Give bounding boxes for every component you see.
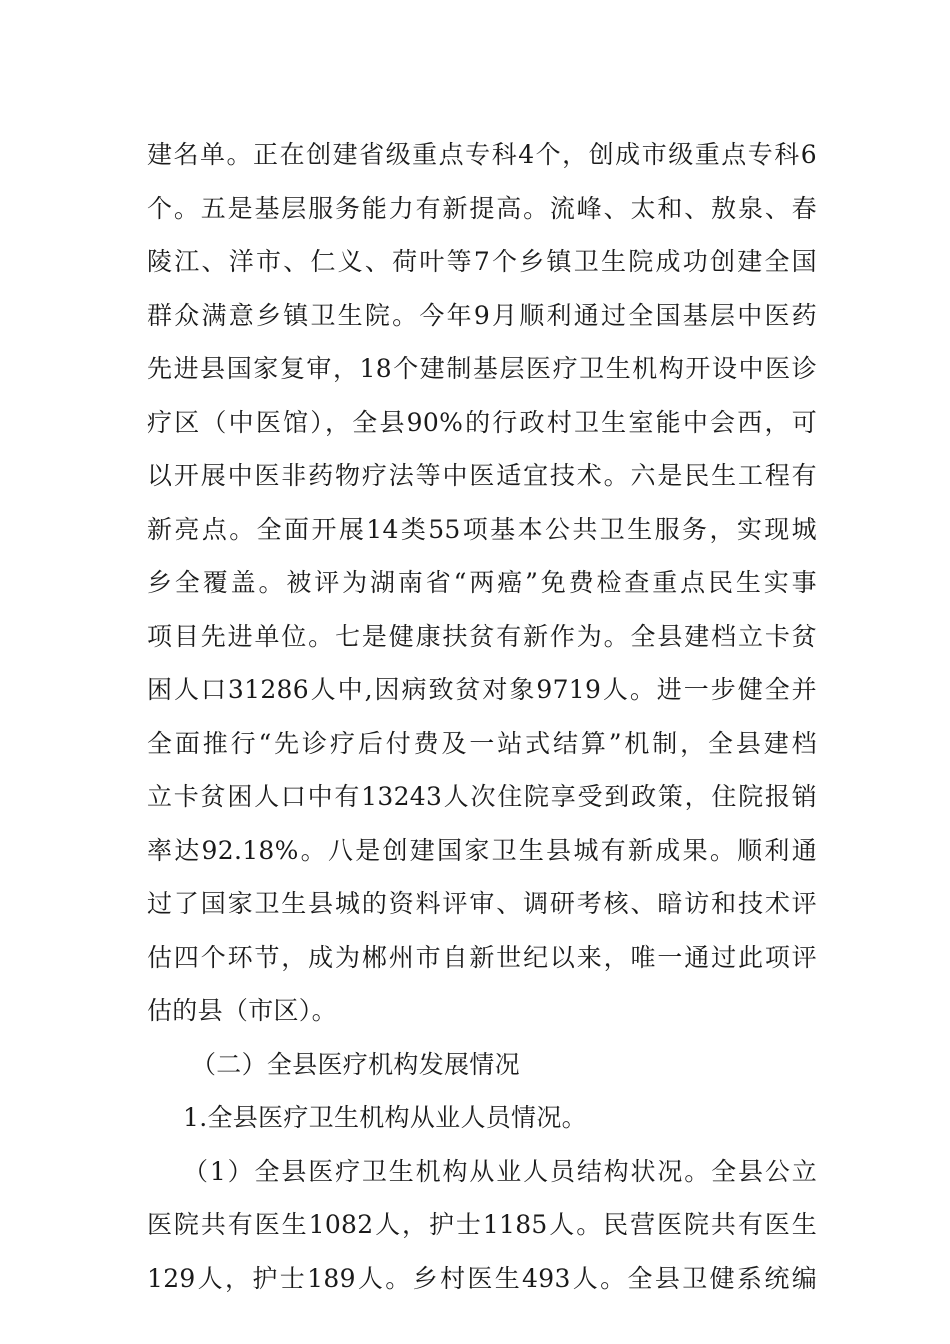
text-line: 医院共有医生1082人，护士1185人。民营医院共有医生 bbox=[147, 1210, 817, 1239]
text-line: 个。五是基层服务能力有新提高。流峰、太和、敖泉、春 bbox=[147, 193, 817, 223]
text-line: 新亮点。全面开展14类55项基本公共卫生服务，实现城 bbox=[147, 514, 817, 544]
text-line: 乡全覆盖。被评为湖南省“两癌”免费检查重点民生实事 bbox=[147, 568, 817, 597]
text-line: 陵江、洋市、仁义、荷叶等7个乡镇卫生院成功创建全国 bbox=[147, 247, 817, 276]
subsection-heading: 1.全县医疗卫生机构从业人员情况。 bbox=[183, 1103, 587, 1132]
section-heading: （二）全县医疗机构发展情况 bbox=[191, 1049, 520, 1079]
text-line: 立卡贫困人口中有13243人次住院享受到政策，住院报销 bbox=[147, 782, 817, 811]
text-line: 疗区（中医馆），全县90%的行政村卫生室能中会西，可 bbox=[147, 407, 817, 437]
text-line: 以开展中医非药物疗法等中医适宜技术。六是民生工程有 bbox=[147, 461, 817, 490]
text-line: 项目先进单位。七是健康扶贫有新作为。全县建档立卡贫 bbox=[147, 621, 817, 651]
text-line: 全面推行“先诊疗后付费及一站式结算”机制，全县建档 bbox=[147, 728, 817, 758]
text-line: 建名单。正在创建省级重点专科4个，创成市级重点专科6 bbox=[147, 140, 817, 169]
text-line: 群众满意乡镇卫生院。今年9月顺利通过全国基层中医药 bbox=[147, 300, 817, 330]
text-line: 过了国家卫生县城的资料评审、调研考核、暗访和技术评 bbox=[147, 889, 817, 918]
text-line: 率达92.18%。八是创建国家卫生县城有新成果。顺利通 bbox=[147, 835, 817, 865]
text-line: 估的县（市区）。 bbox=[147, 996, 337, 1025]
text-line: 129人，护士189人。乡村医生493人。全县卫健系统编 bbox=[147, 1263, 817, 1293]
text-line: 估四个环节，成为郴州市自新世纪以来，唯一通过此项评 bbox=[147, 942, 817, 972]
text-line: 困人口31286人中,因病致贫对象9719人。进一步健全并 bbox=[147, 675, 817, 704]
body-text bbox=[147, 128, 817, 1305]
text-line: （1）全县医疗卫生机构从业人员结构状况。全县公立 bbox=[183, 1156, 817, 1186]
text-line: 先进县国家复审，18个建制基层医疗卫生机构开设中医诊 bbox=[147, 354, 817, 383]
